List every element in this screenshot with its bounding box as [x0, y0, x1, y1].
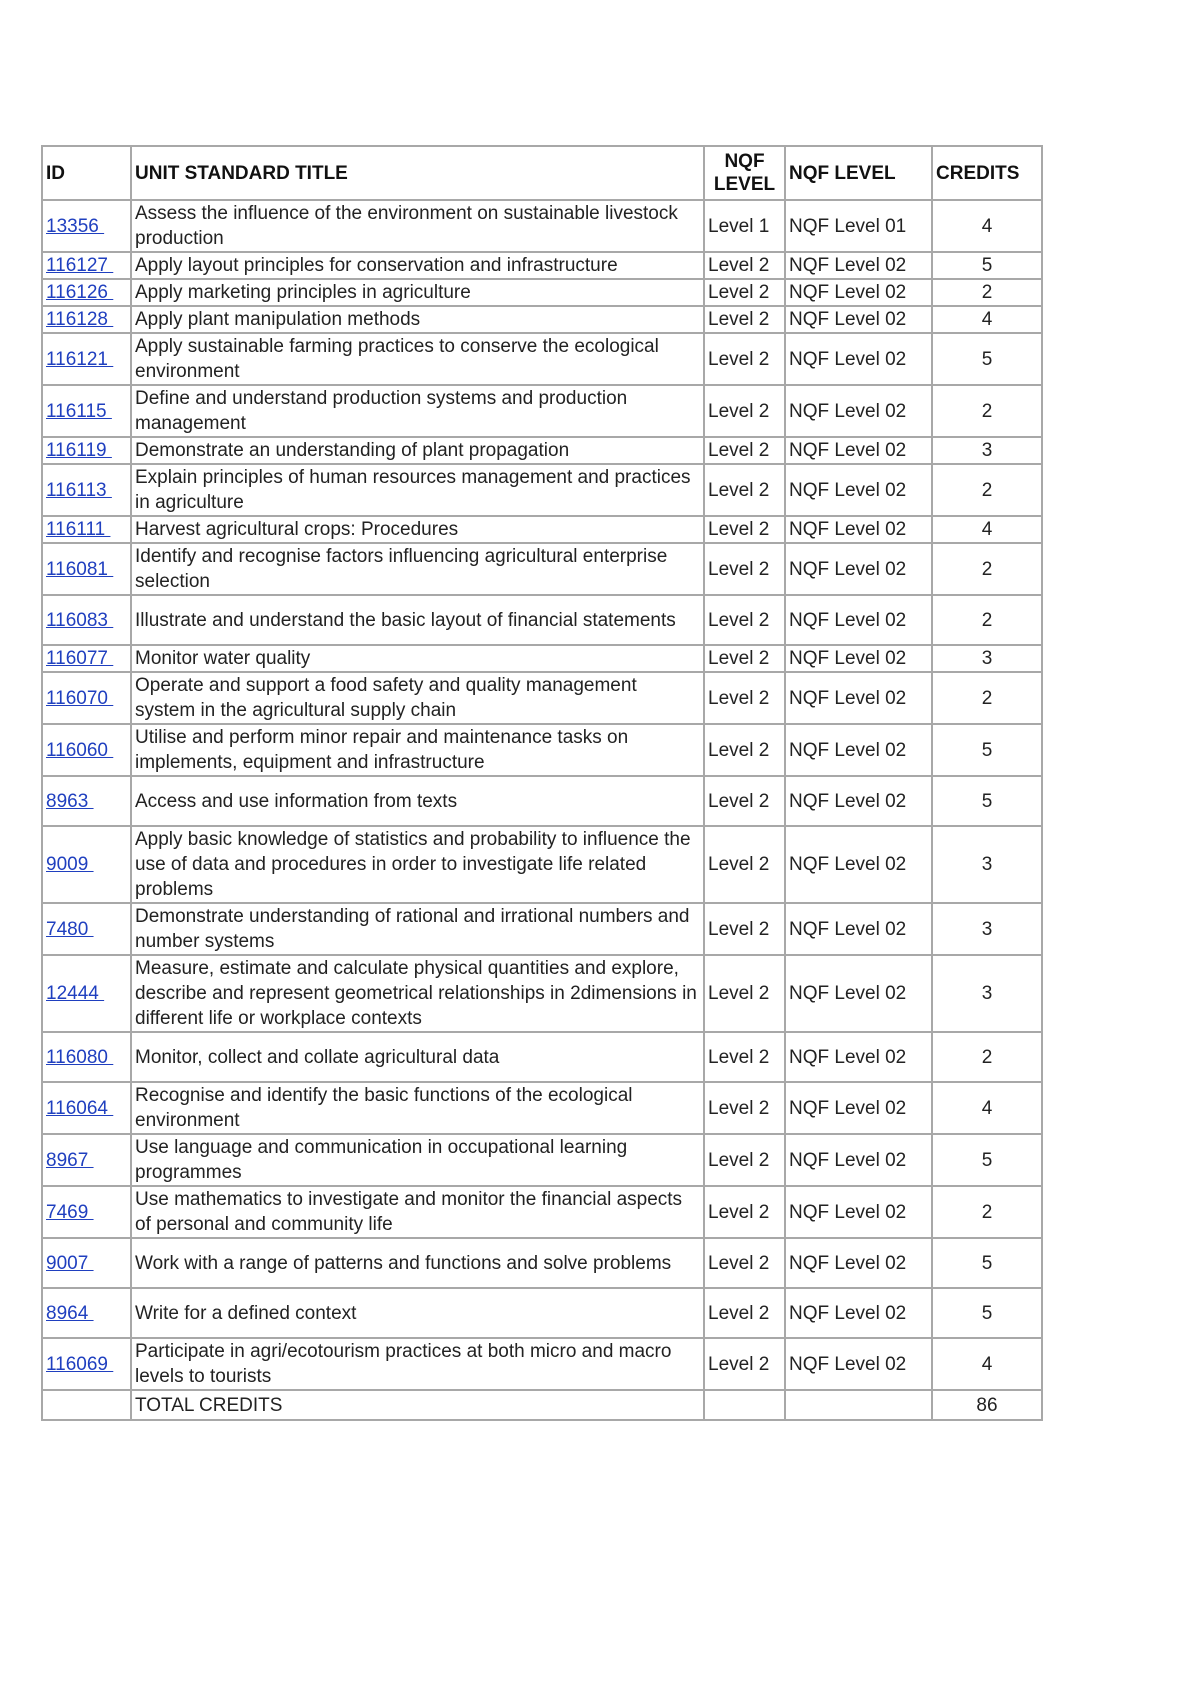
unit-title-cell: Work with a range of patterns and functions and solve problems: [131, 1238, 704, 1288]
nqf-level-cell: NQF Level 02: [785, 1186, 932, 1238]
total-credits-value: 86: [932, 1390, 1042, 1420]
nqf-level-cell: NQF Level 02: [785, 333, 932, 385]
total-level-cell: [704, 1390, 785, 1420]
unit-title-cell: Operate and support a food safety and quality management system in the agricultural supply chain: [131, 672, 704, 724]
unit-id-cell: [42, 1032, 131, 1082]
nqf-level-cell: NQF Level 02: [785, 776, 932, 826]
nqf-level-cell: NQF Level 02: [785, 385, 932, 437]
unit-id-link[interactable]: 116119: [46, 440, 112, 461]
table-row: [42, 1238, 1042, 1288]
unit-id-link[interactable]: 116111: [46, 519, 111, 540]
unit-id-cell: [42, 437, 131, 464]
nqf-level-cell: NQF Level 02: [785, 1032, 932, 1082]
unit-id-cell: [42, 1082, 131, 1134]
credits-cell: 2: [932, 1186, 1042, 1238]
unit-id-cell: [42, 645, 131, 672]
unit-title-cell: Apply plant manipulation methods: [131, 306, 704, 333]
unit-id-cell: [42, 1134, 131, 1186]
credits-cell: 2: [932, 543, 1042, 595]
unit-id-link[interactable]: 116070: [46, 687, 114, 709]
table-row: [42, 306, 1042, 333]
credits-cell: 5: [932, 1238, 1042, 1288]
unit-id-link[interactable]: 116115: [46, 400, 112, 422]
unit-id-link[interactable]: 116080: [46, 1046, 114, 1068]
table-row: [42, 645, 1042, 672]
nqf-level-cell: NQF Level 02: [785, 724, 932, 776]
nqf-level-cell: NQF Level 02: [785, 516, 932, 543]
table-row: [42, 1288, 1042, 1338]
level-cell: Level 2: [704, 724, 785, 776]
level-cell: Level 2: [704, 437, 785, 464]
table-row: [42, 200, 1042, 252]
unit-id-cell: [42, 279, 131, 306]
unit-id-link[interactable]: 116077: [46, 648, 114, 669]
total-label: TOTAL CREDITS: [131, 1390, 704, 1420]
credits-cell: 4: [932, 200, 1042, 252]
nqf-level-cell: NQF Level 02: [785, 464, 932, 516]
table-row: [42, 516, 1042, 543]
unit-title-cell: Define and understand production systems and production management: [131, 385, 704, 437]
header-nqf-level: NQF LEVEL: [785, 146, 932, 200]
level-cell: Level 2: [704, 385, 785, 437]
credits-cell: 5: [932, 776, 1042, 826]
table-row: [42, 252, 1042, 279]
unit-id-cell: [42, 1238, 131, 1288]
level-cell: Level 2: [704, 645, 785, 672]
level-cell: Level 2: [704, 1032, 785, 1082]
nqf-level-cell: NQF Level 02: [785, 955, 932, 1032]
unit-id-link[interactable]: 116060: [46, 739, 114, 761]
nqf-level-cell: NQF Level 02: [785, 1238, 932, 1288]
level-cell: Level 2: [704, 903, 785, 955]
nqf-level-cell: NQF Level 02: [785, 595, 932, 645]
unit-id-link[interactable]: 8963: [46, 790, 94, 812]
credits-cell: 2: [932, 672, 1042, 724]
credits-cell: 2: [932, 1032, 1042, 1082]
unit-title-cell: Monitor water quality: [131, 645, 704, 672]
level-cell: Level 2: [704, 333, 785, 385]
unit-title-cell: Apply marketing principles in agriculture: [131, 279, 704, 306]
unit-title-cell: Participate in agri/ecotourism practices at both micro and macro levels to tourists: [131, 1338, 704, 1390]
header-nqf-level-short: NQF LEVEL: [704, 146, 785, 200]
nqf-level-cell: NQF Level 02: [785, 1134, 932, 1186]
unit-title-cell: Access and use information from texts: [131, 776, 704, 826]
unit-id-link[interactable]: 9009: [46, 854, 94, 875]
unit-title-cell: Illustrate and understand the basic layout of financial statements: [131, 595, 704, 645]
unit-title-cell: Use language and communication in occupational learning programmes: [131, 1134, 704, 1186]
unit-id-link[interactable]: 7469: [46, 1201, 94, 1223]
unit-title-cell: Utilise and perform minor repair and maintenance tasks on implements, equipment and infrastructure: [131, 724, 704, 776]
header-row: [42, 146, 1042, 200]
level-cell: Level 2: [704, 464, 785, 516]
credits-cell: 5: [932, 252, 1042, 279]
unit-title-cell: Identify and recognise factors influencing agricultural enterprise selection: [131, 543, 704, 595]
unit-title-cell: Use mathematics to investigate and monitor the financial aspects of personal and community life: [131, 1186, 704, 1238]
credits-cell: 3: [932, 903, 1042, 955]
table-row: [42, 1186, 1042, 1238]
level-cell: Level 2: [704, 252, 785, 279]
table-row: [42, 776, 1042, 826]
table-row: [42, 724, 1042, 776]
table-row: [42, 595, 1042, 645]
unit-id-cell: [42, 464, 131, 516]
credits-cell: 3: [932, 437, 1042, 464]
table-row: [42, 1082, 1042, 1134]
nqf-level-cell: NQF Level 02: [785, 826, 932, 903]
unit-id-link[interactable]: 116069: [46, 1353, 114, 1375]
unit-id-link[interactable]: 116127: [46, 255, 114, 276]
table-row: [42, 279, 1042, 306]
unit-id-cell: [42, 903, 131, 955]
unit-title-cell: Apply basic knowledge of statistics and probability to influence the use of data and procedures in order to investigate life related problems: [131, 826, 704, 903]
unit-title-cell: Measure, estimate and calculate physical quantities and explore, describe and represent geometrical relationships in 2dimensions in different life or workplace contexts: [131, 955, 704, 1032]
unit-id-cell: [42, 385, 131, 437]
level-cell: Level 2: [704, 1082, 785, 1134]
nqf-level-cell: NQF Level 02: [785, 279, 932, 306]
level-cell: Level 2: [704, 672, 785, 724]
table-row: [42, 437, 1042, 464]
credits-cell: 5: [932, 724, 1042, 776]
level-cell: Level 2: [704, 1186, 785, 1238]
unit-id-cell: [42, 1186, 131, 1238]
credits-cell: 5: [932, 1134, 1042, 1186]
unit-id-link[interactable]: 116126: [46, 282, 114, 303]
credits-cell: 4: [932, 1082, 1042, 1134]
level-cell: Level 2: [704, 306, 785, 333]
nqf-level-cell: NQF Level 02: [785, 672, 932, 724]
credits-cell: 4: [932, 516, 1042, 543]
table-row: [42, 385, 1042, 437]
unit-id-cell: [42, 200, 131, 252]
unit-title-cell: Explain principles of human resources management and practices in agriculture: [131, 464, 704, 516]
unit-id-link[interactable]: 7480: [46, 918, 94, 940]
unit-id-cell: [42, 826, 131, 903]
unit-id-cell: [42, 672, 131, 724]
nqf-level-cell: NQF Level 02: [785, 1338, 932, 1390]
level-cell: Level 2: [704, 543, 785, 595]
credits-cell: 4: [932, 1338, 1042, 1390]
table-row: [42, 333, 1042, 385]
unit-id-link[interactable]: 116083: [46, 609, 114, 631]
unit-id-link[interactable]: 13356: [46, 215, 105, 237]
nqf-level-cell: NQF Level 02: [785, 252, 932, 279]
header-unit-standard-title: UNIT STANDARD TITLE: [131, 146, 704, 200]
unit-id-cell: [42, 1338, 131, 1390]
unit-id-cell: [42, 1288, 131, 1338]
nqf-level-cell: NQF Level 02: [785, 645, 932, 672]
level-cell: Level 2: [704, 955, 785, 1032]
table-row: [42, 903, 1042, 955]
credits-cell: 2: [932, 595, 1042, 645]
unit-title-cell: Harvest agricultural crops: Procedures: [131, 516, 704, 543]
credits-cell: 2: [932, 279, 1042, 306]
table-row: [42, 464, 1042, 516]
credits-cell: 3: [932, 955, 1042, 1032]
level-cell: Level 2: [704, 1238, 785, 1288]
unit-id-cell: [42, 955, 131, 1032]
unit-id-link[interactable]: 9007: [46, 1252, 94, 1274]
table-row: [42, 955, 1042, 1032]
level-cell: Level 2: [704, 1288, 785, 1338]
nqf-level-cell: NQF Level 02: [785, 903, 932, 955]
unit-id-link[interactable]: 12444: [46, 983, 105, 1004]
unit-title-cell: Demonstrate an understanding of plant propagation: [131, 437, 704, 464]
header-id: ID: [42, 146, 131, 200]
unit-title-cell: Write for a defined context: [131, 1288, 704, 1338]
level-cell: Level 2: [704, 1338, 785, 1390]
unit-id-cell: [42, 543, 131, 595]
unit-id-link[interactable]: 8967: [46, 1149, 94, 1171]
credits-cell: 5: [932, 1288, 1042, 1338]
level-cell: Level 2: [704, 826, 785, 903]
credits-cell: 3: [932, 645, 1042, 672]
total-row: [42, 1390, 1042, 1420]
level-cell: Level 2: [704, 516, 785, 543]
unit-id-cell: [42, 595, 131, 645]
nqf-level-cell: NQF Level 01: [785, 200, 932, 252]
unit-title-cell: Monitor, collect and collate agricultural data: [131, 1032, 704, 1082]
unit-id-cell: [42, 776, 131, 826]
credits-cell: 3: [932, 826, 1042, 903]
unit-title-cell: Apply sustainable farming practices to conserve the ecological environment: [131, 333, 704, 385]
table-row: [42, 1338, 1042, 1390]
table-body: [42, 200, 1042, 1390]
nqf-level-cell: NQF Level 02: [785, 437, 932, 464]
credits-cell: 4: [932, 306, 1042, 333]
nqf-level-cell: NQF Level 02: [785, 306, 932, 333]
unit-id-link[interactable]: 116064: [46, 1097, 114, 1119]
unit-title-cell: Demonstrate understanding of rational and irrational numbers and number systems: [131, 903, 704, 955]
unit-id-link[interactable]: 116121: [46, 348, 114, 370]
table-row: [42, 1032, 1042, 1082]
unit-standards-table: [41, 145, 1043, 1421]
unit-id-cell: [42, 252, 131, 279]
credits-cell: 2: [932, 464, 1042, 516]
unit-id-cell: [42, 306, 131, 333]
unit-id-cell: [42, 516, 131, 543]
total-id-cell: [42, 1390, 131, 1420]
unit-id-link[interactable]: 116113: [46, 479, 112, 501]
total-nqf-cell: [785, 1390, 932, 1420]
unit-title-cell: Recognise and identify the basic functions of the ecological environment: [131, 1082, 704, 1134]
unit-id-cell: [42, 724, 131, 776]
level-cell: Level 2: [704, 776, 785, 826]
table-row: [42, 672, 1042, 724]
unit-id-link[interactable]: 116081: [46, 558, 114, 580]
unit-id-cell: [42, 333, 131, 385]
unit-id-link[interactable]: 8964: [46, 1302, 94, 1324]
nqf-level-cell: NQF Level 02: [785, 543, 932, 595]
level-cell: Level 1: [704, 200, 785, 252]
table-row: [42, 1134, 1042, 1186]
header-credits: CREDITS: [932, 146, 1042, 200]
unit-id-link[interactable]: 116128: [46, 309, 114, 330]
credits-cell: 5: [932, 333, 1042, 385]
nqf-level-cell: NQF Level 02: [785, 1288, 932, 1338]
table-row: [42, 826, 1042, 903]
level-cell: Level 2: [704, 279, 785, 306]
unit-title-cell: Assess the influence of the environment on sustainable livestock production: [131, 200, 704, 252]
level-cell: Level 2: [704, 1134, 785, 1186]
unit-title-cell: Apply layout principles for conservation and infrastructure: [131, 252, 704, 279]
level-cell: Level 2: [704, 595, 785, 645]
credits-cell: 2: [932, 385, 1042, 437]
nqf-level-cell: NQF Level 02: [785, 1082, 932, 1134]
table-row: [42, 543, 1042, 595]
